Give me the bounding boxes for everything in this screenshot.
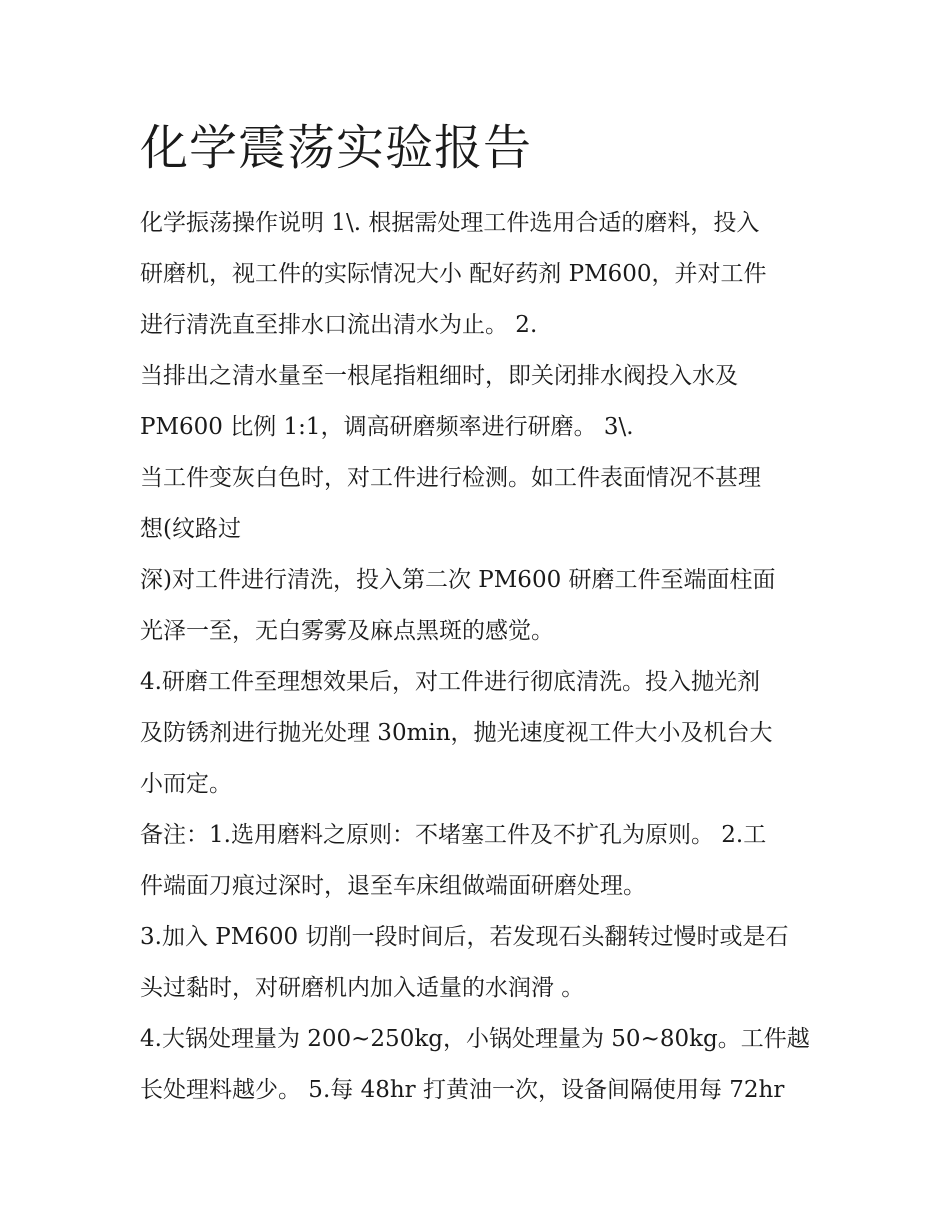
body-line: 长处理料越少。 5.每 48hr 打黄油一次，设备间隔使用每 72hr [140,1077,785,1103]
body-line: 3.加入 PM600 切削一段时间后，若发现石头翻转过慢时或是石 [140,924,789,950]
document-page [140,112,820,1116]
body-line: 及防锈剂进行抛光处理 30min，抛光速度视工件大小及机台大 [140,720,773,746]
body-line: 4.研磨工件至理想效果后，对工件进行彻底清洗。投入抛光剂 [140,669,760,695]
document-body [140,198,820,1116]
body-line: 光泽一至，无白雾雾及麻点黑斑的感觉。 [140,618,554,644]
body-line: 当工件变灰白色时，对工件进行检测。如工件表面情况不甚理 [140,465,761,491]
body-line: PM600 比例 1:1，调高研磨频率进行研磨。 3\. [140,414,634,440]
body-line: 进行清洗直至排水口流出清水为止。 2. [140,312,538,338]
body-line: 化学振荡操作说明 1\. 根据需处理工件选用合适的磨料，投入 [140,210,760,236]
body-line: 研磨机，视工件的实际情况大小 配好药剂 PM600，并对工件 [140,261,767,287]
body-line: 当排出之清水量至一根尾指粗细时，即关闭排水阀投入水及 [140,363,738,389]
body-line: 件端面刀痕过深时，退至车床组做端面研磨处理。 [140,873,646,899]
body-line: 小而定。 [140,771,232,797]
body-line: 深)对工件进行清洗，投入第二次 PM600 研磨工件至端面柱面 [140,567,776,593]
body-line: 备注：1.选用磨料之原则：不堵塞工件及不扩孔为原则。 2.工 [140,822,767,848]
body-line: 想(纹路过 [140,516,241,542]
body-line: 头过黏时，对研磨机内加入适量的水润滑 。 [140,975,585,1001]
body-line: 4.大锅处理量为 200~250kg，小锅处理量为 50~80kg。工件越 [140,1026,810,1052]
document-title: 化学震荡实验报告 [140,120,533,176]
